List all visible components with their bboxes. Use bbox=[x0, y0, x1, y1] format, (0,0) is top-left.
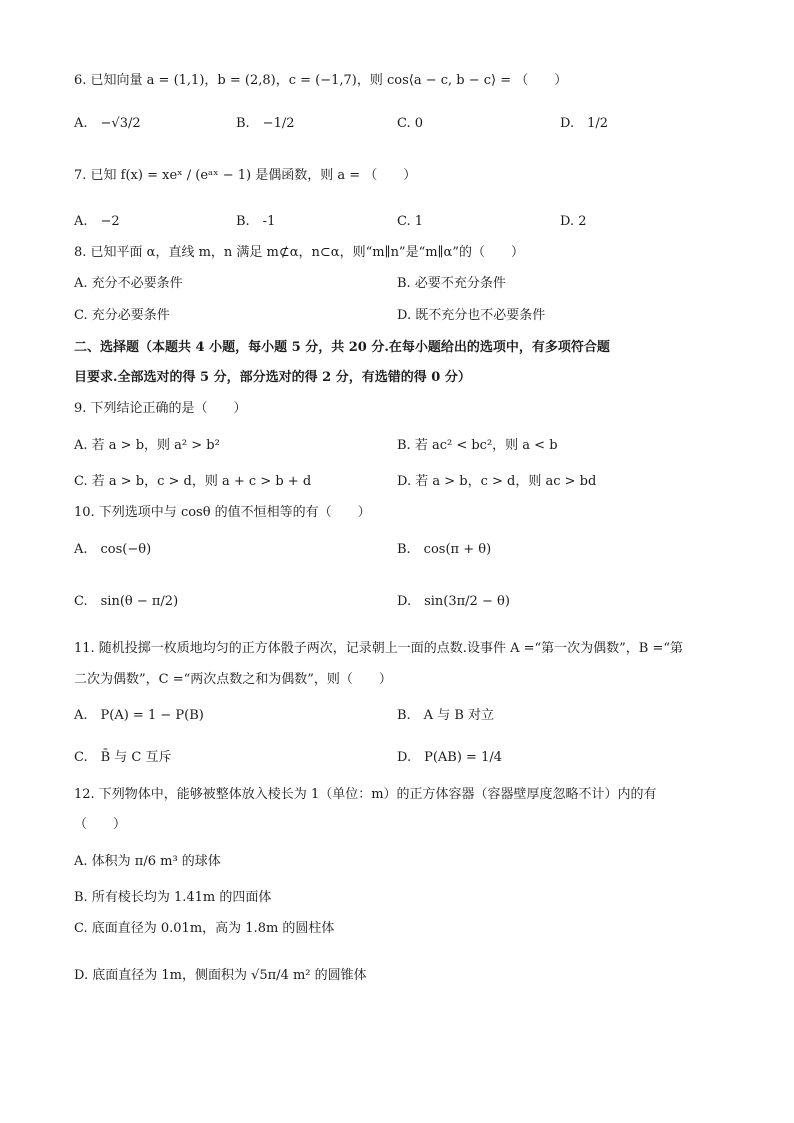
q7-option-d: D. 2 bbox=[560, 214, 587, 229]
q6-option-d: D. 1/2 bbox=[560, 116, 609, 131]
q9-stem: 9. 下列结论正确的是（ ） bbox=[74, 401, 247, 416]
q10-stem: 10. 下列选项中与 cosθ 的值不恒相等的有（ ） bbox=[74, 505, 371, 520]
q7-stem: 7. 已知 f(x) = xeˣ / (eᵃˣ − 1) 是偶函数，则 a = （ ） bbox=[74, 168, 417, 183]
q8-stem: 8. 已知平面 α，直线 m，n 满足 m⊄α，n⊂α，则“m∥n”是“m∥α”的（ ） bbox=[74, 245, 524, 260]
q6-stem: 6. 已知向量 a = (1,1)，b = (2,8)，c = (−1,7)，则 cos⟨a − c, b − c⟩ = （ ） bbox=[74, 73, 568, 88]
q11-option-d: D. P(AB) = 1/4 bbox=[397, 750, 503, 765]
q9-option-b: B. 若 ac² < bc²，则 a < b bbox=[397, 438, 558, 453]
q12-stem-line2: （ ） bbox=[74, 817, 127, 832]
q6-option-b: B. −1/2 bbox=[236, 116, 295, 131]
q11-stem-line1: 11. 随机投掷一枚质地均匀的正方体骰子两次，记录朝上一面的点数.设事件 A =“第一次为偶数”，B =“第 bbox=[74, 641, 684, 656]
q6-option-c: C. 0 bbox=[397, 116, 424, 131]
q9-option-c: C. 若 a > b，c > d，则 a + c > b + d bbox=[74, 474, 312, 489]
section-heading-line2: 目要求.全部选对的得 5 分，部分选对的得 2 分，有选错的得 0 分） bbox=[74, 370, 471, 385]
q10-option-a: A. cos(−θ) bbox=[74, 542, 152, 557]
q8-option-b: B. 必要不充分条件 bbox=[397, 276, 506, 291]
q7-option-c: C. 1 bbox=[397, 214, 424, 229]
q12-option-c: C. 底面直径为 0.01m，高为 1.8m 的圆柱体 bbox=[74, 921, 335, 936]
q12-option-b: B. 所有棱长均为 1.41m 的四面体 bbox=[74, 890, 272, 905]
q9-option-d: D. 若 a > b，c > d，则 ac > bd bbox=[397, 474, 597, 489]
q7-option-b: B. -1 bbox=[236, 214, 276, 229]
q12-option-a: A. 体积为 π/6 m³ 的球体 bbox=[74, 854, 221, 869]
q10-option-c: C. sin(θ − π/2) bbox=[74, 594, 179, 609]
q8-option-d: D. 既不充分也不必要条件 bbox=[397, 308, 546, 323]
q12-option-d: D. 底面直径为 1m，侧面积为 √5π/4 m² 的圆锥体 bbox=[74, 968, 367, 983]
q11-option-b: B. A 与 B 对立 bbox=[397, 708, 495, 723]
q9-option-a: A. 若 a > b，则 a² > b² bbox=[74, 438, 220, 453]
q12-stem-line1: 12. 下列物体中，能够被整体放入棱长为 1（单位：m）的正方体容器（容器壁厚度忽略不计）内的有 bbox=[74, 787, 657, 802]
q11-option-a: A. P(A) = 1 − P(B) bbox=[74, 708, 204, 723]
q6-option-a: A. −√3/2 bbox=[74, 116, 141, 131]
q7-option-a: A. −2 bbox=[74, 214, 120, 229]
q10-option-b: B. cos(π + θ) bbox=[397, 542, 492, 557]
q10-option-d: D. sin(3π/2 − θ) bbox=[397, 594, 510, 609]
q8-option-c: C. 充分必要条件 bbox=[74, 308, 170, 323]
section-heading-line1: 二、选择题（本题共 4 小题，每小题 5 分，共 20 分.在每小题给出的选项中，有多项符合题 bbox=[74, 340, 610, 355]
q11-option-c: C. B̄ 与 C 互斥 bbox=[74, 750, 172, 765]
q11-stem-line2: 二次为偶数”，C =“两次点数之和为偶数”，则（ ） bbox=[74, 672, 392, 687]
q8-option-a: A. 充分不必要条件 bbox=[74, 276, 183, 291]
